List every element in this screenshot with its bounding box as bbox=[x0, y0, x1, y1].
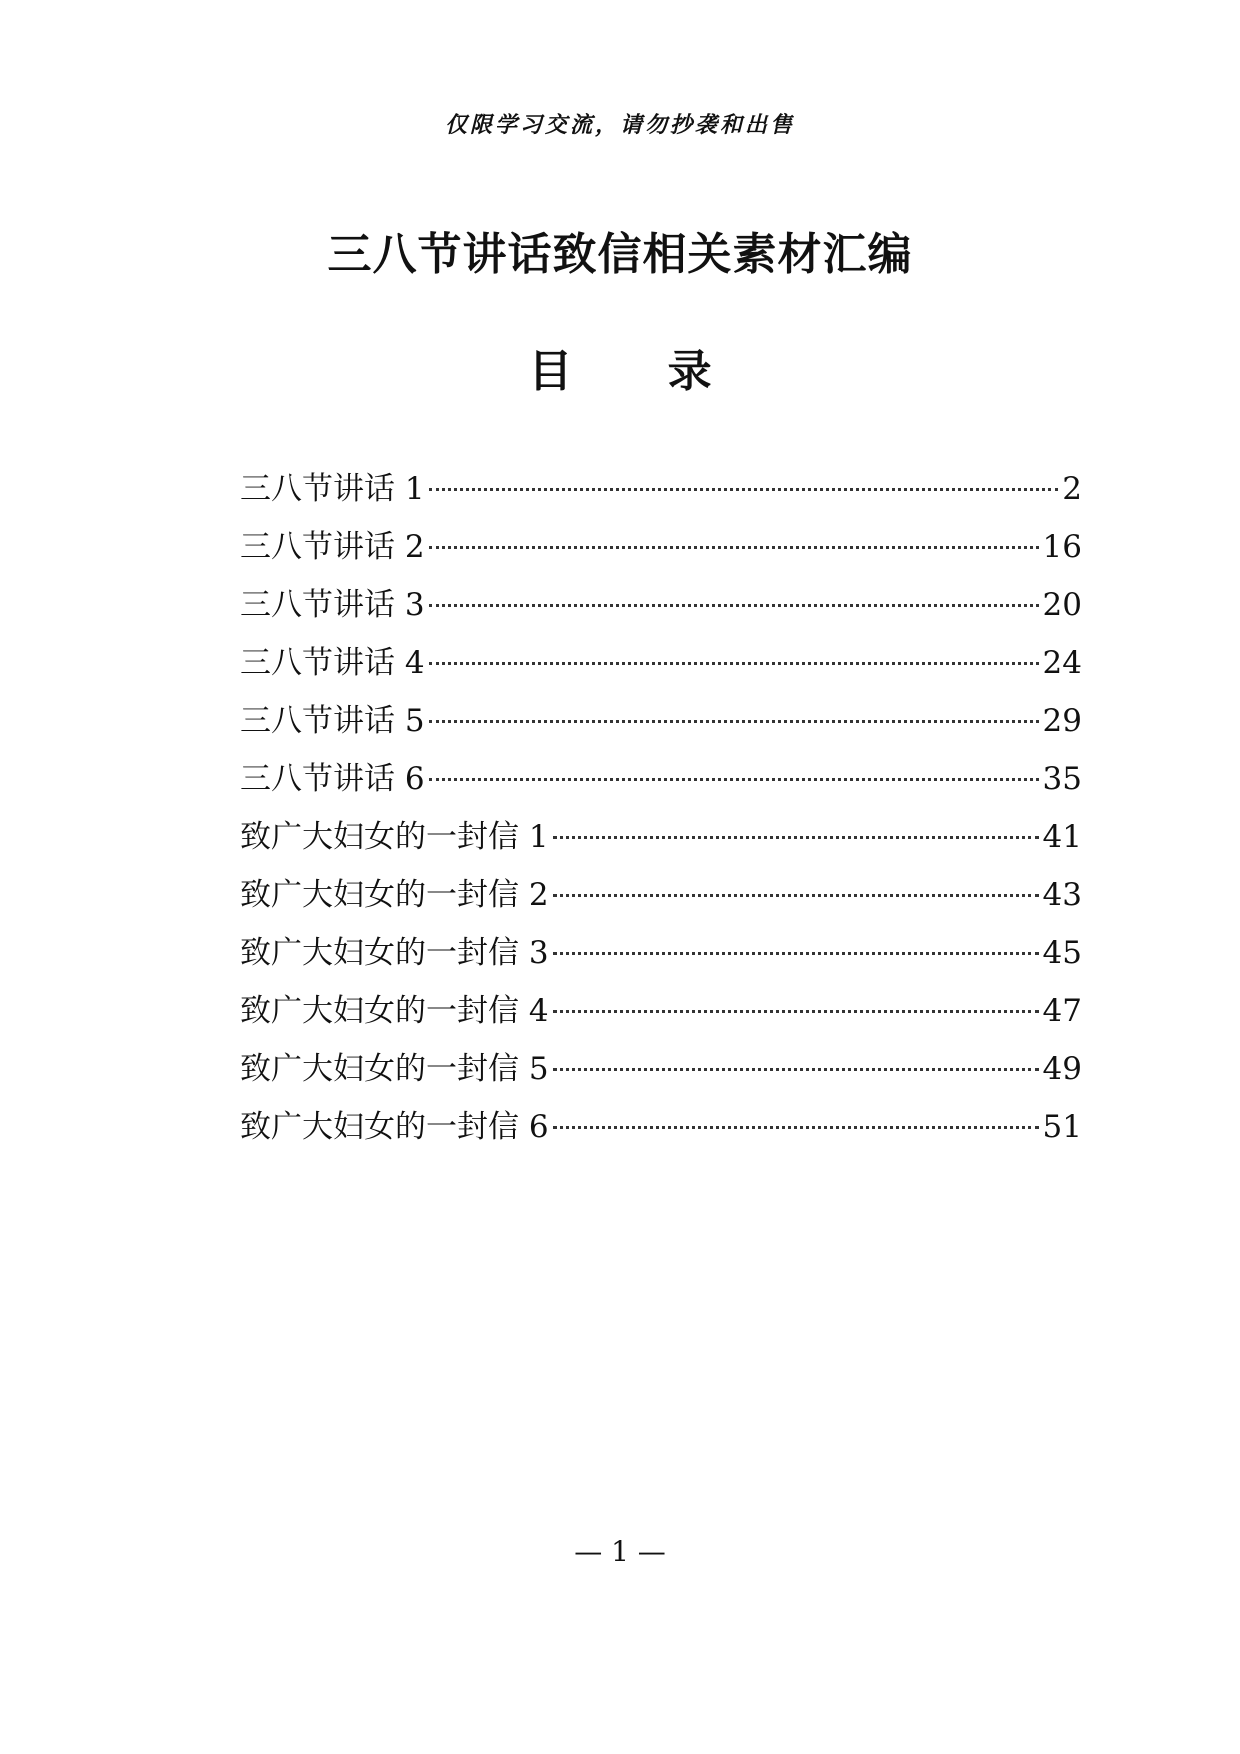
copyright-notice: 仅限学习交流，请勿抄袭和出售 bbox=[444, 113, 795, 138]
toc-leader-dots bbox=[429, 546, 1039, 549]
toc-entry-page: 43 bbox=[1042, 877, 1082, 913]
toc-entry-label: 三八节讲话 1 bbox=[240, 471, 425, 507]
toc-entry[interactable] bbox=[240, 692, 1082, 750]
toc-entry-page: 41 bbox=[1042, 819, 1082, 855]
document-title: 三八节讲话致信相关素材汇编 bbox=[327, 229, 913, 280]
toc-entry-page: 45 bbox=[1042, 935, 1082, 971]
toc-entry-page: 16 bbox=[1042, 529, 1082, 565]
toc-leader-dots bbox=[553, 1068, 1039, 1071]
toc-leader-dots bbox=[553, 952, 1039, 955]
toc-entry[interactable] bbox=[240, 1040, 1082, 1098]
toc-entry-label: 三八节讲话 2 bbox=[240, 529, 425, 565]
toc-leader-dots bbox=[553, 1010, 1039, 1013]
toc-entry[interactable] bbox=[240, 1098, 1082, 1156]
toc-entry-page: 2 bbox=[1062, 471, 1082, 507]
toc-entry[interactable] bbox=[240, 518, 1082, 576]
toc-leader-dots bbox=[429, 778, 1039, 781]
toc-entry-page: 35 bbox=[1042, 761, 1082, 797]
toc-entry-label: 三八节讲话 5 bbox=[240, 703, 425, 739]
toc-entry[interactable] bbox=[240, 866, 1082, 924]
toc-entry[interactable] bbox=[240, 750, 1082, 808]
toc-entry-page: 49 bbox=[1042, 1051, 1082, 1087]
toc-entry-page: 24 bbox=[1042, 645, 1082, 681]
table-of-contents bbox=[240, 460, 1082, 1156]
toc-entry-label: 致广大妇女的一封信 2 bbox=[240, 877, 549, 913]
toc-leader-dots bbox=[429, 662, 1039, 665]
toc-entry-label: 致广大妇女的一封信 6 bbox=[240, 1109, 549, 1145]
toc-entry-page: 29 bbox=[1042, 703, 1082, 739]
toc-entry-label: 三八节讲话 4 bbox=[240, 645, 425, 681]
toc-leader-dots bbox=[553, 1126, 1039, 1129]
toc-leader-dots bbox=[429, 604, 1039, 607]
toc-entry-label: 三八节讲话 6 bbox=[240, 761, 425, 797]
toc-entry[interactable] bbox=[240, 924, 1082, 982]
toc-leader-dots bbox=[429, 720, 1039, 723]
toc-entry-label: 三八节讲话 3 bbox=[240, 587, 425, 623]
toc-entry[interactable] bbox=[240, 460, 1082, 518]
toc-leader-dots bbox=[553, 836, 1039, 839]
page-number: — 1 — bbox=[574, 1535, 666, 1568]
toc-leader-dots bbox=[429, 488, 1059, 491]
toc-entry-label: 致广大妇女的一封信 1 bbox=[240, 819, 549, 855]
toc-entry-page: 47 bbox=[1042, 993, 1082, 1029]
toc-heading: 目 录 bbox=[528, 346, 752, 397]
toc-entry[interactable] bbox=[240, 808, 1082, 866]
toc-entry[interactable] bbox=[240, 576, 1082, 634]
toc-leader-dots bbox=[553, 894, 1039, 897]
toc-entry-label: 致广大妇女的一封信 5 bbox=[240, 1051, 549, 1087]
toc-entry-label: 致广大妇女的一封信 4 bbox=[240, 993, 549, 1029]
toc-entry-label: 致广大妇女的一封信 3 bbox=[240, 935, 549, 971]
toc-entry-page: 51 bbox=[1042, 1109, 1082, 1145]
toc-entry[interactable] bbox=[240, 634, 1082, 692]
toc-entry-page: 20 bbox=[1042, 587, 1082, 623]
toc-entry[interactable] bbox=[240, 982, 1082, 1040]
